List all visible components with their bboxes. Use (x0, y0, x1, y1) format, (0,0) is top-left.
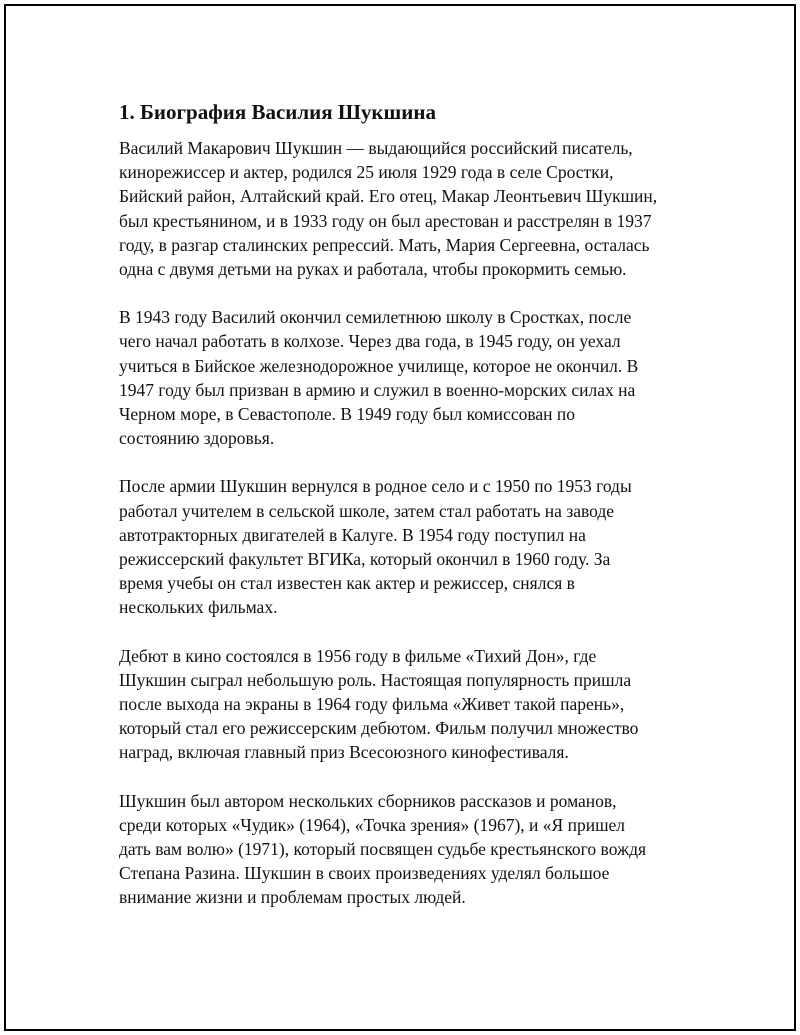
text-line: внимание жизни и проблемам простых людей. (119, 887, 466, 908)
page-frame (4, 4, 796, 1031)
paragraph-4 (119, 644, 699, 765)
text-line: году, в разгар сталинских репрессий. Мать, Мария Сергеевна, осталась (119, 234, 650, 255)
text-line: который стал его режиссерским дебютом. Фильм получил множество (119, 718, 639, 739)
text-line: нескольких фильмах. (119, 597, 278, 618)
document-body (119, 99, 699, 934)
text-line: В 1943 году Василий окончил семилетнюю школу в Сростках, после (119, 307, 632, 328)
text-line: Шукшин сыграл небольшую роль. Настоящая популярность пришла (119, 669, 632, 690)
text-line: время учебы он стал известен как актер и режиссер, снялся в (119, 573, 575, 594)
text-line: среди которых «Чудик» (1964), «Точка зрения» (1967), и «Я пришел (119, 814, 626, 835)
paragraph-5 (119, 789, 699, 910)
text-line: дать вам волю» (1971), который посвящен судьбе крестьянского вождя (119, 839, 647, 860)
paragraph-2 (119, 305, 699, 450)
text-line: был крестьянином, и в 1933 году он был арестован и расстрелян в 1937 (119, 210, 652, 231)
text-line: Василий Макарович Шукшин — выдающийся российский писатель, (119, 138, 633, 158)
text-line: состоянию здоровья. (119, 428, 275, 449)
text-line: работал учителем в сельской школе, затем стал работать на заводе (119, 500, 615, 521)
text-line: наград, включая главный приз Всесоюзного кинофестиваля. (119, 742, 569, 763)
text-line: После армии Шукшин вернулся в родное село и с 1950 по 1953 годы (119, 476, 632, 497)
text-line: чего начал работать в колхозе. Через два года, в 1945 году, он уехал (119, 331, 621, 352)
text-line: одна с двумя детьми на руках и работала, чтобы прокормить семью. (119, 259, 627, 280)
text-line: режиссерский факультет ВГИКа, который окончил в 1960 году. За (119, 549, 611, 570)
text-line: Степана Разина. Шукшин в своих произведениях уделял большое (119, 863, 610, 884)
text-line: автотракторных двигателей в Калуге. В 1954 году поступил на (119, 524, 586, 545)
paragraph-1 (119, 136, 699, 281)
text-line: Черном море, в Севастополе. В 1949 году был комиссован по (119, 404, 575, 425)
text-line: Шукшин был автором нескольких сборников рассказов и романов, (119, 790, 617, 811)
text-line: после выхода на экраны в 1964 году фильма «Живет такой парень», (119, 694, 625, 715)
text-line: Бийский район, Алтайский край. Его отец, Макар Леонтьевич Шукшин, (119, 186, 658, 207)
text-line: учиться в Бийское железнодорожное училище, которое не окончил. В (119, 355, 639, 376)
text-line: кинорежиссер и актер, родился 25 июля 1929 года в селе Сростки, (119, 162, 614, 183)
text-line: 1947 году был призван в армию и служил в военно-морских силах на (119, 379, 636, 400)
text-line: Дебют в кино состоялся в 1956 году в фильме «Тихий Дон», где (119, 645, 597, 666)
paragraph-3 (119, 474, 699, 619)
page-title: 1. Биография Василия Шукшина (119, 100, 436, 124)
